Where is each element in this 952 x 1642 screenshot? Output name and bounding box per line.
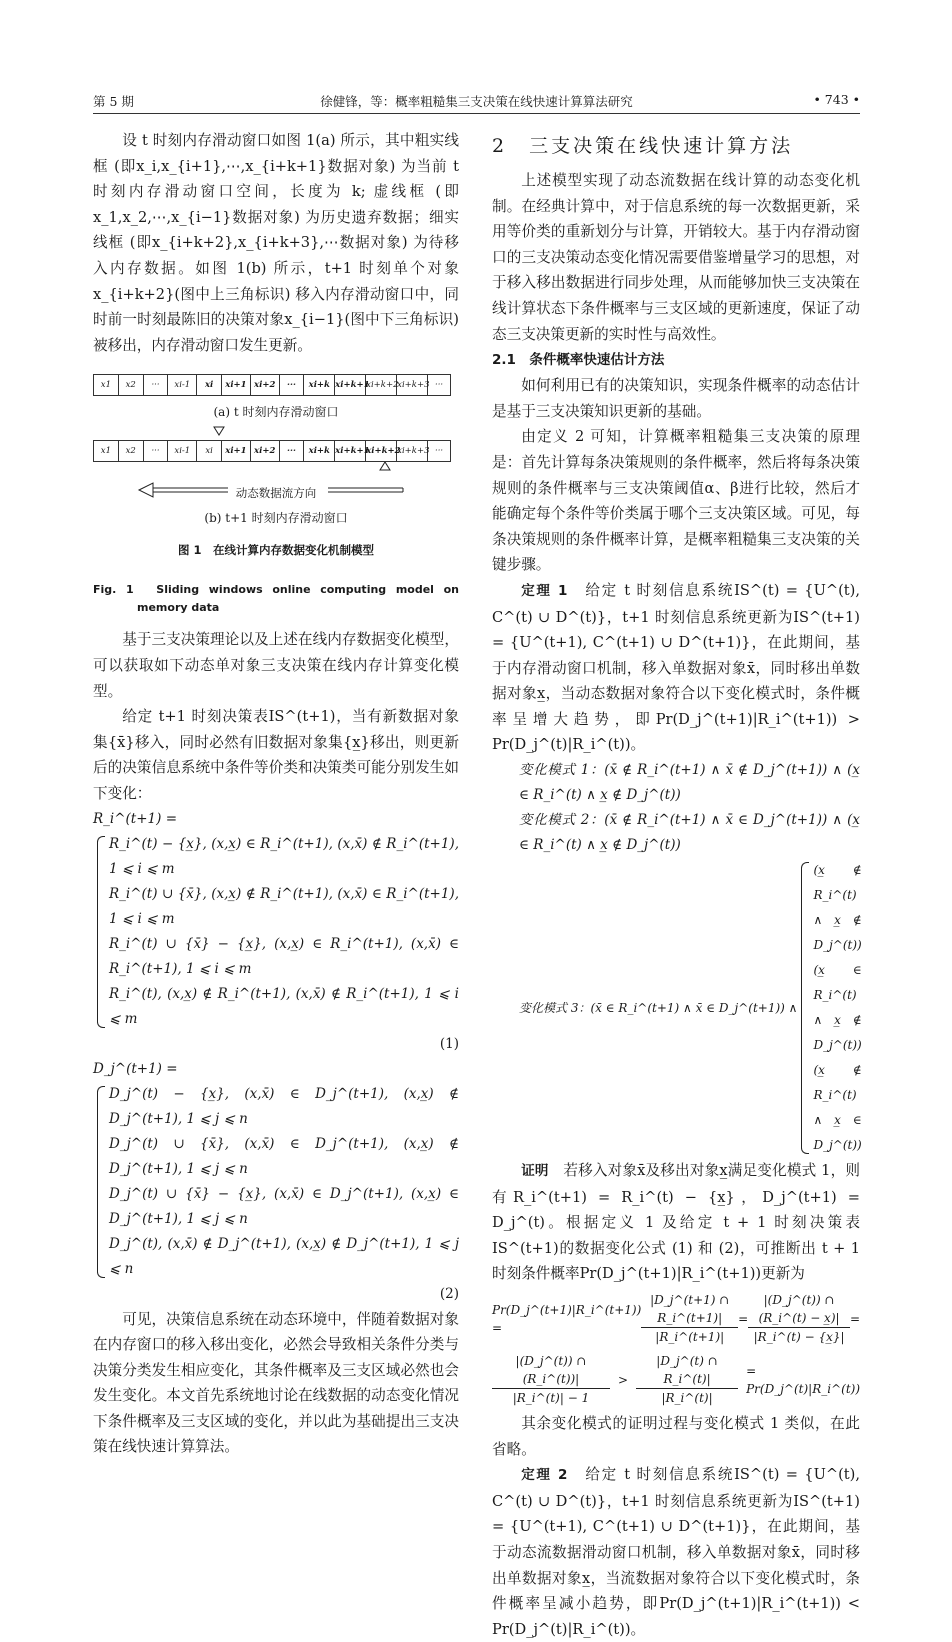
change-modes (492, 758, 860, 1158)
figure-1 (93, 364, 459, 577)
window-cell: xi+k+3 (397, 441, 428, 461)
eq1-case: R_i^(t) − {x̲}, (x,x̲) ∈ R_i^(t+1), (x,x̄) ∉ R_i^(t+1), 1 ⩽ i ⩽ m (109, 835, 459, 877)
fraction-3-denominator: |R_i^(t)| − 1 (512, 1391, 590, 1406)
window-strip-a (93, 374, 451, 396)
section-title: 2 三支决策在线快速计算方法 (492, 135, 794, 157)
paragraph-other-modes: 其余变化模式的证明过程与变化模式 1 类似，在此省略。 (492, 1415, 860, 1458)
window-cell: ··· (144, 441, 169, 461)
window-cell: ··· (435, 380, 444, 391)
fraction-2-numerator: |(D_j^(t)) ∩ (R_i^(t) − x̲)| (748, 1291, 850, 1328)
eq2-case: D_j^(t) − {x̲}, (x,x̄) ∈ D_j^(t+1), (x,x̲) ∉ D_j^(t+1), 1 ⩽ j ⩽ n (109, 1085, 459, 1127)
proof (492, 1158, 860, 1287)
fig-b-caption: (b) t+1 时刻内存滑动窗口 (204, 511, 348, 526)
proof-label: 证明 (521, 1163, 549, 1180)
fraction-1 (641, 1291, 738, 1346)
subsection-title-text: 2.1 条件概率快速估计方法 (492, 352, 665, 369)
window-cell: xi+k (304, 375, 335, 395)
paragraph-conclusion: 可见，决策信息系统在动态环境中，伴随着数据对象在内存窗口的移入移出变化，必然会导致相关条件分类与决策分类发生相应变化，其条件概率及三支区域必然也会发生变化。本文首先系统地讨论在线数据的动态变化情况下条件概率及三支区域的变化，并以此为基础提出三支决策在线快速计算算法。 (93, 1310, 459, 1456)
window-cell: xi+1 (222, 441, 251, 461)
window-cell: xi-1 (168, 375, 197, 395)
eq2-cases (95, 1082, 459, 1282)
paragraph-section-intro: 上述模型实现了动态流数据在线计算的动态变化机制。在经典计算中，对于信息系统的每一次数据更新，采用等价类的重新划分与计算，开销较大。基于内存滑动窗口的三支决策动态变化情况需要借鉴增量学习的思想，对于移入移出数据进行同步处理，从而能够加快三支决策在线计算状态下条件概率与三支区域的更新速度，保证了动态三支决策更新的实时性与高效性。 (492, 172, 860, 343)
eq1-cases (95, 832, 459, 1032)
paragraph-model-intro: 基于三支决策理论以及上述在线内存数据变化模型，可以获取如下动态单对象三支决策在线内存计算变化模型。 (93, 631, 459, 700)
fraction-3 (492, 1352, 610, 1407)
equation-2 (93, 1057, 459, 1307)
window-cell: x2 (119, 375, 144, 395)
fraction-4-numerator: |D_j^(t) ∩ R_i^(t)| (636, 1352, 738, 1389)
window-cell: ··· (280, 441, 305, 461)
window-cell: xi+k+2 (366, 441, 397, 461)
paragraph-principle: 由定义 2 可知，计算概率粗糙集三支决策的原理是：首先计算每条决策规则的条件概率，然后将每条决策规则的条件概率与三支决策阈值α、β进行比较，然后才能确定每个条件等价类属于哪个三支决策区域。可见，每条决策规则的条件概率计算，是概率粗糙集三支决策的关键步骤。 (492, 428, 860, 574)
up-triangle-icon (380, 462, 390, 470)
derivation-line-1: Pr(D_j^(t+1)|R_i^(t+1)) = $\frac{|D\_j\^{}(t+1) \cap R\_i\^{}(t+1)|}{|R\_i\^{}(t+1)|}$ = $\frac{|(D\_j\^{}(t)) \cap (R\_i\^{}(t) - x̲)|}{|R\_i\^{}(t) - \{x̲\}|}$ = (492, 1293, 860, 1345)
window-cell: x1 (94, 375, 119, 395)
eq1-case: R_i^(t) ∪ {x̄} − {x̲}, (x,x̲) ∈ R_i^(t+1), (x,x̄) ∈ R_i^(t+1), 1 ⩽ i ⩽ m (109, 935, 459, 977)
mode-3-label: 变化模式 3：(x̄ ∈ R_i^(t+1) ∧ x̄ ∈ D_j^(t+1)) ∧ (519, 1000, 798, 1015)
window-cell: xi+1 (222, 375, 251, 395)
eq1-case: R_i^(t), (x,x̲) ∉ R_i^(t+1), (x,x̄) ∉ R_i^(t+1), 1 ⩽ i ⩽ m (109, 985, 459, 1027)
theorem-2-text: 给定 t 时刻信息系统IS^(t) = {U^(t), C^(t) ∪ D^(t)}，t+1 时刻信息系统更新为IS^(t+1) = {U^(t+1), C^(t+1) ∪ D^(t+1)}，在此期间，基于动态流数据滑动窗口机制，移入单数据对象x̄，同时移出单数据对象x̲，当流数据对象符合以下变化模式时，条件概率呈减小趋势，即Pr(D_j^(t+1)|R_i^(t+1)) < Pr(D_j^(t)|R_i^(t))。 (492, 1466, 860, 1638)
theorem-2 (492, 1462, 860, 1642)
window-cell: ··· (144, 375, 169, 395)
eq1-lhs: R_i^(t+1) = (93, 810, 178, 827)
derivation-line-2: $\frac{|(D\_j\^{}(t)) \cap (R\_i\^{}(t))|}{|R\_i\^{}(t)| - 1}$ > $\frac{|D\_j\^{}(t) \cap R\_i\^{}(t)|}{|R\_i\^{}(t)|}$ = Pr(D_j^(t)|R_i^(t)) (492, 1352, 860, 1407)
window-cell: xi+k (304, 441, 335, 461)
window-cell: x2 (119, 441, 144, 461)
proof-text: 若移入对象x̄及移出对象x̲满足变化模式 1，则有R_i^(t+1) = R_i^(t) − {x̲}，D_j^(t+1) = D_j^(t)。根据定义 1 及给定 t + 1 时刻决策表IS^(t+1)的数据变化公式 (1) 和 (2)，可推断出 t + 1 时刻条件概率Pr(D_j^(t+1)|R_i^(t+1))更新为 (492, 1162, 860, 1283)
window-cell: xi+k+1 (335, 441, 366, 461)
header-rule (93, 113, 860, 114)
equation-1 (93, 807, 459, 1057)
eq2-case: D_j^(t) ∪ {x̄}, (x,x̄) ∈ D_j^(t+1), (x,x̲) ∉ D_j^(t+1), 1 ⩽ j ⩽ n (109, 1135, 459, 1177)
window-cell: xi+k+1 (335, 375, 366, 395)
mode-2: 变化模式 2：(x̄ ∉ R_i^(t+1) ∧ x̄ ∈ D_j^(t+1)) ∧ (x̲ ∈ R_i^(t) ∧ x̲ ∉ D_j^(t)) (519, 812, 860, 854)
fraction-1-denominator: |R_i^(t+1)| (655, 1330, 725, 1345)
right-column (492, 128, 860, 1642)
window-cell: xi (197, 375, 222, 395)
issue-number: 第 5 期 (93, 94, 134, 109)
page-header (93, 92, 860, 112)
theorem-1-text: 给定 t 时刻信息系统IS^(t) = {U^(t), C^(t) ∪ D^(t)}，t+1 时刻信息系统更新为IS^(t+1) = {U^(t+1), C^(t+1) ∪ D^(t+1)}，在此期间，基于内存滑动窗口机制，移入单数据对象x̄，同时移出单数据对象x̲，当动态数据对象符合以下变化模式时，条件概率呈增大趋势，即Pr(D_j^(t+1)|R_i^(t+1)) > Pr(D_j^(t)|R_i^(t))。 (492, 581, 860, 754)
fraction-2 (748, 1291, 850, 1346)
eq1-number: (1) (439, 1035, 459, 1052)
mode-3-case: (x̲ ∉ R_i^(t) ∧ x̲ ∉ D_j^(t)) (813, 863, 862, 953)
derivation-lhs: Pr(D_j^(t+1)|R_i^(t+1)) = (492, 1302, 642, 1335)
flow-direction-label: 动态数据流方向 (235, 486, 317, 501)
mode-3-cases (799, 858, 861, 1158)
figure-title-en: Fig. 1 Sliding windows online computing model on memory data (93, 583, 459, 615)
eq2-case: D_j^(t), (x,x̄) ∉ D_j^(t+1), (x,x̲) ∉ D_j^(t+1), 1 ⩽ j ⩽ n (109, 1235, 459, 1277)
paragraph-window-model: 设 t 时刻内存滑动窗口如图 1(a) 所示，其中粗实线框 (即x_i,x_{i+1},⋯,x_{i+k+1}数据对象) 为当前 t 时刻内存滑动窗口空间，长度为 k; 虚线框 (即x_1,x_2,⋯,x_{i−1}数据对象) 为历史遗弃数据；细实线框 (即x_{i+k+2},x_{i+k+3},⋯数据对象) 为待移入内存数据。如图 1(b) 所示，t+1 时刻单个对象x_{i+k+2}(图中上三角标识) 移入内存滑动窗口中，同时前一时刻最陈旧的决策对象x_{i−1}(图中下三角标识) 被移出，内存滑动窗口发生更新。 (93, 132, 459, 354)
window-cell: ··· (435, 446, 444, 457)
down-triangle-icon (214, 427, 224, 435)
page-number: • 743 • (813, 92, 860, 107)
eq2-lhs: D_j^(t+1) = (93, 1060, 178, 1077)
mode-3-case: (x̲ ∈ R_i^(t) ∧ x̲ ∉ D_j^(t)) (813, 963, 862, 1053)
fraction-4-denominator: |R_i^(t)| (661, 1391, 713, 1406)
fraction-3-numerator: |(D_j^(t)) ∩ (R_i^(t))| (492, 1352, 610, 1389)
window-cell: xi+2 (251, 441, 280, 461)
window-cell: xi+2 (251, 375, 280, 395)
window-cell: xi+k+2 (366, 375, 397, 395)
paragraph-given: 给定 t+1 时刻决策表IS^(t+1)，当有新数据对象集{x̄}移入，同时必然有旧数据对象集{x̲}移出，则更新后的决策信息系统中条件等价类和决策类可能分别发生如下变化： (93, 708, 459, 802)
window-cell: x1 (94, 441, 119, 461)
derivation-rhs: = Pr(D_j^(t)|R_i^(t)) (746, 1363, 861, 1396)
window-cell: xi+k+3 (397, 375, 428, 395)
theorem-2-label: 定理 2 (521, 1467, 568, 1484)
running-title: 徐健锋，等：概率粗糙集三支决策在线快速计算算法研究 (320, 94, 633, 109)
window-cell: xi-1 (168, 441, 197, 461)
mode-1: 变化模式 1：(x̄ ∉ R_i^(t+1) ∧ x̄ ∉ D_j^(t+1)) ∧ (x̲ ∈ R_i^(t) ∧ x̲ ∉ D_j^(t)) (519, 762, 860, 804)
theorem-1-label: 定理 1 (521, 582, 568, 599)
fraction-1-numerator: |D_j^(t+1) ∩ R_i^(t+1)| (641, 1291, 738, 1328)
fraction-2-denominator: |R_i^(t) − {x̲}| (753, 1330, 845, 1345)
theorem-1 (492, 578, 860, 758)
eq2-case: D_j^(t) ∪ {x̄} − {x̲}, (x,x̄) ∈ D_j^(t+1), (x,x̲) ∈ D_j^(t+1), 1 ⩽ j ⩽ n (109, 1185, 459, 1227)
fig-a-caption: (a) t 时刻内存滑动窗口 (213, 405, 339, 420)
mode-3-case: (x̲ ∉ R_i^(t) ∧ x̲ ∈ D_j^(t)) (813, 1063, 862, 1153)
mode-3 (519, 858, 860, 1158)
probability-derivation (492, 1291, 860, 1407)
window-cell: xi (197, 441, 222, 461)
fraction-4 (636, 1352, 738, 1407)
left-column (93, 128, 459, 1460)
eq2-number: (2) (439, 1285, 459, 1302)
eq1-case: R_i^(t) ∪ {x̄}, (x,x̲) ∉ R_i^(t+1), (x,x̄) ∈ R_i^(t+1), 1 ⩽ i ⩽ m (109, 885, 459, 927)
subsection-title (492, 347, 860, 373)
figure-title-cn: 图 1 在线计算内存数据变化机制模型 (177, 543, 374, 558)
paragraph-dynamic-estimation: 如何利用已有的决策知识，实现条件概率的动态估计是基于三支决策知识更新的基础。 (492, 377, 860, 420)
window-strip-b (93, 440, 451, 462)
window-cell: ··· (280, 375, 305, 395)
